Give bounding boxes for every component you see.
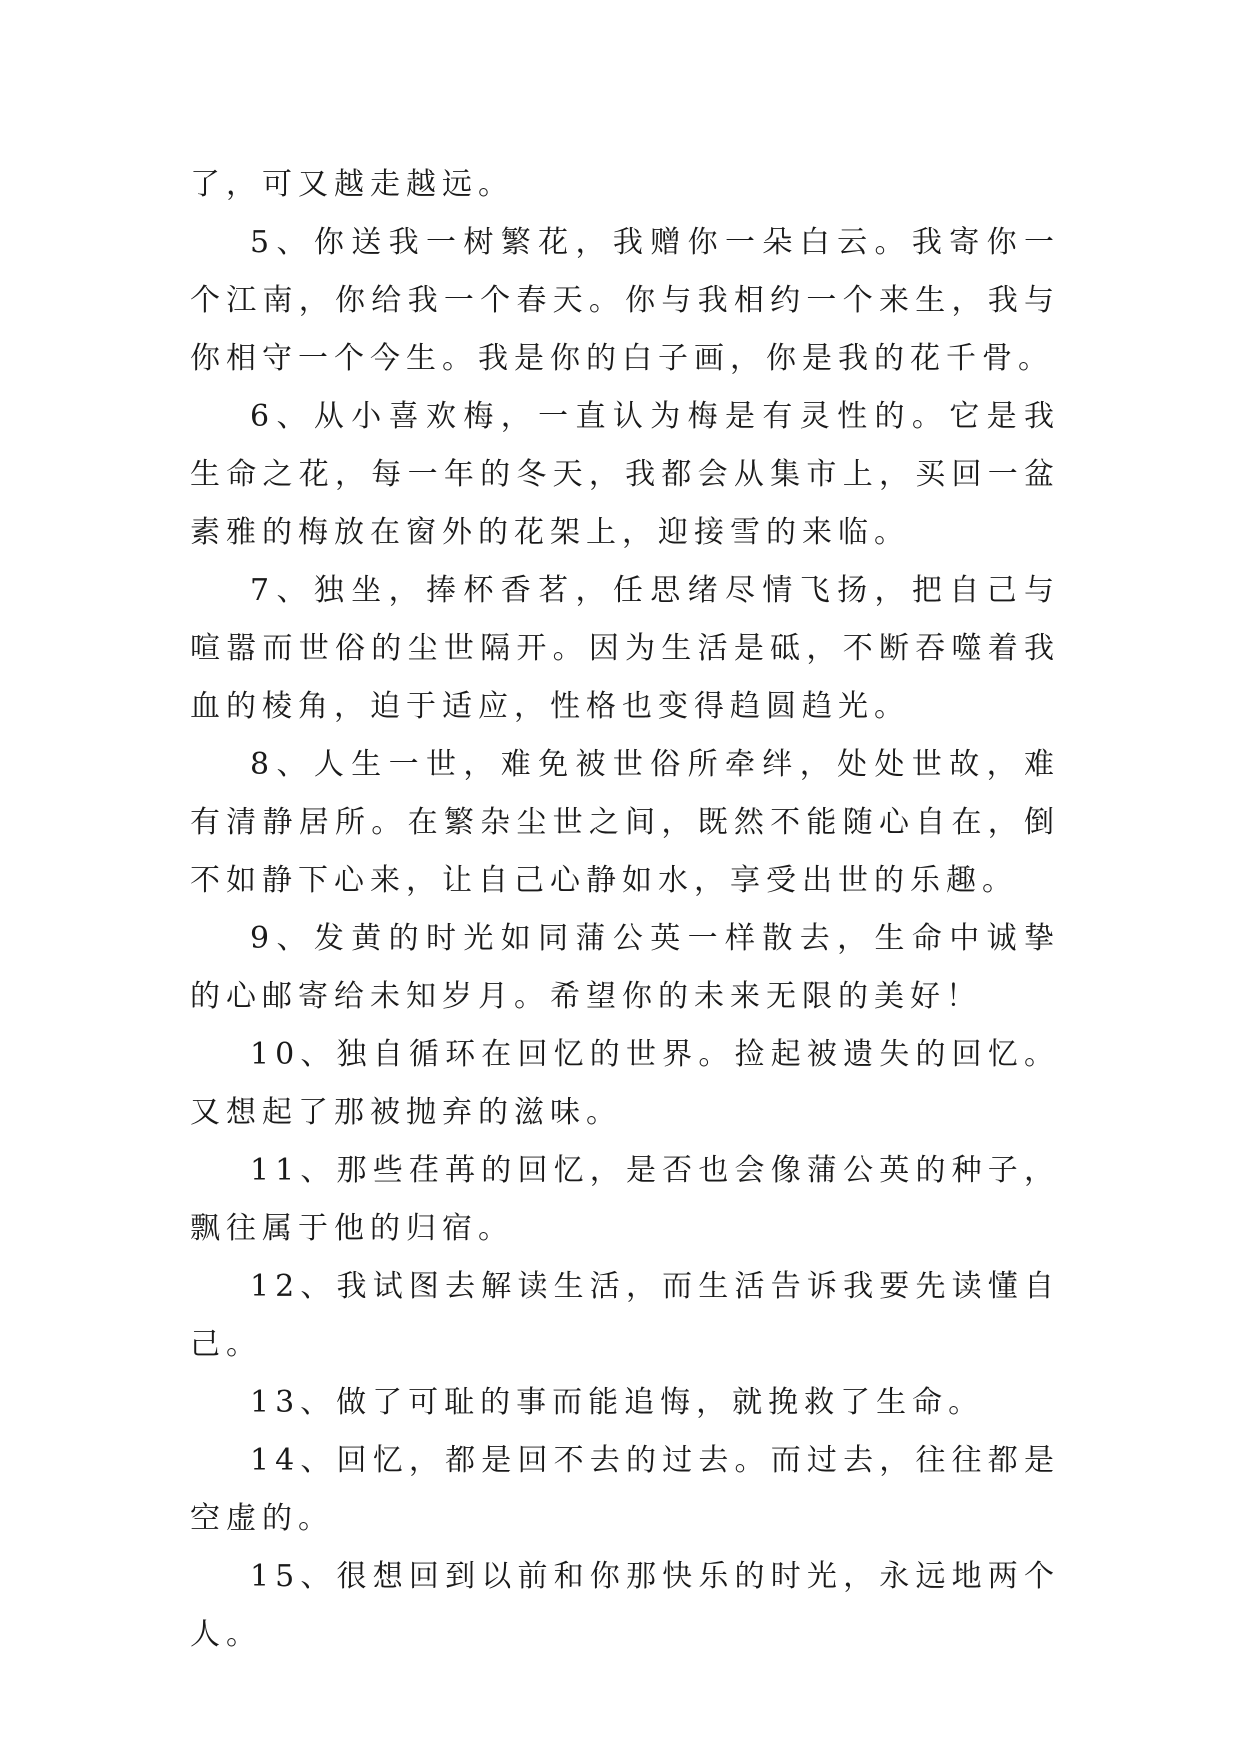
document-body [190, 156, 1060, 1664]
paragraph-8: 8、人生一世，难免被世俗所牵绊，处处世故，难有清静居所。在繁杂尘世之间，既然不能随心自在，倒不如静下心来，让自己心静如水，享受出世的乐趣。 [190, 747, 1060, 898]
paragraph-9: 9、发黄的时光如同蒲公英一样散去，生命中诚挚的心邮寄给未知岁月。希望你的未来无限的美好！ [190, 921, 1060, 1014]
paragraph-7: 7、独坐，捧杯香茗，任思绪尽情飞扬，把自己与喧嚣而世俗的尘世隔开。因为生活是砥，不断吞噬着我血的棱角，迫于适应，性格也变得趋圆趋光。 [190, 573, 1060, 724]
paragraph-10: 10、独自循环在回忆的世界。捡起被遗失的回忆。又想起了那被抛弃的滋味。 [190, 1037, 1060, 1130]
paragraph-5: 5、你送我一树繁花，我赠你一朵白云。我寄你一个江南，你给我一个春天。你与我相约一个来生，我与你相守一个今生。我是你的白子画，你是我的花千骨。 [190, 225, 1060, 376]
paragraph-continuation: 了，可又越走越远。 [190, 167, 514, 202]
paragraph-12: 12、我试图去解读生活，而生活告诉我要先读懂自己。 [190, 1269, 1060, 1362]
paragraph-15: 15、很想回到以前和你那快乐的时光，永远地两个人。 [190, 1559, 1060, 1652]
paragraph-13: 13、做了可耻的事而能追悔，就挽救了生命。 [250, 1385, 985, 1420]
paragraph-11: 11、那些荏苒的回忆，是否也会像蒲公英的种子，飘往属于他的归宿。 [190, 1153, 1060, 1246]
paragraph-14: 14、回忆，都是回不去的过去。而过去，往往都是空虚的。 [190, 1443, 1060, 1536]
paragraph-6: 6、从小喜欢梅，一直认为梅是有灵性的。它是我生命之花，每一年的冬天，我都会从集市上，买回一盆素雅的梅放在窗外的花架上，迎接雪的来临。 [190, 399, 1060, 550]
